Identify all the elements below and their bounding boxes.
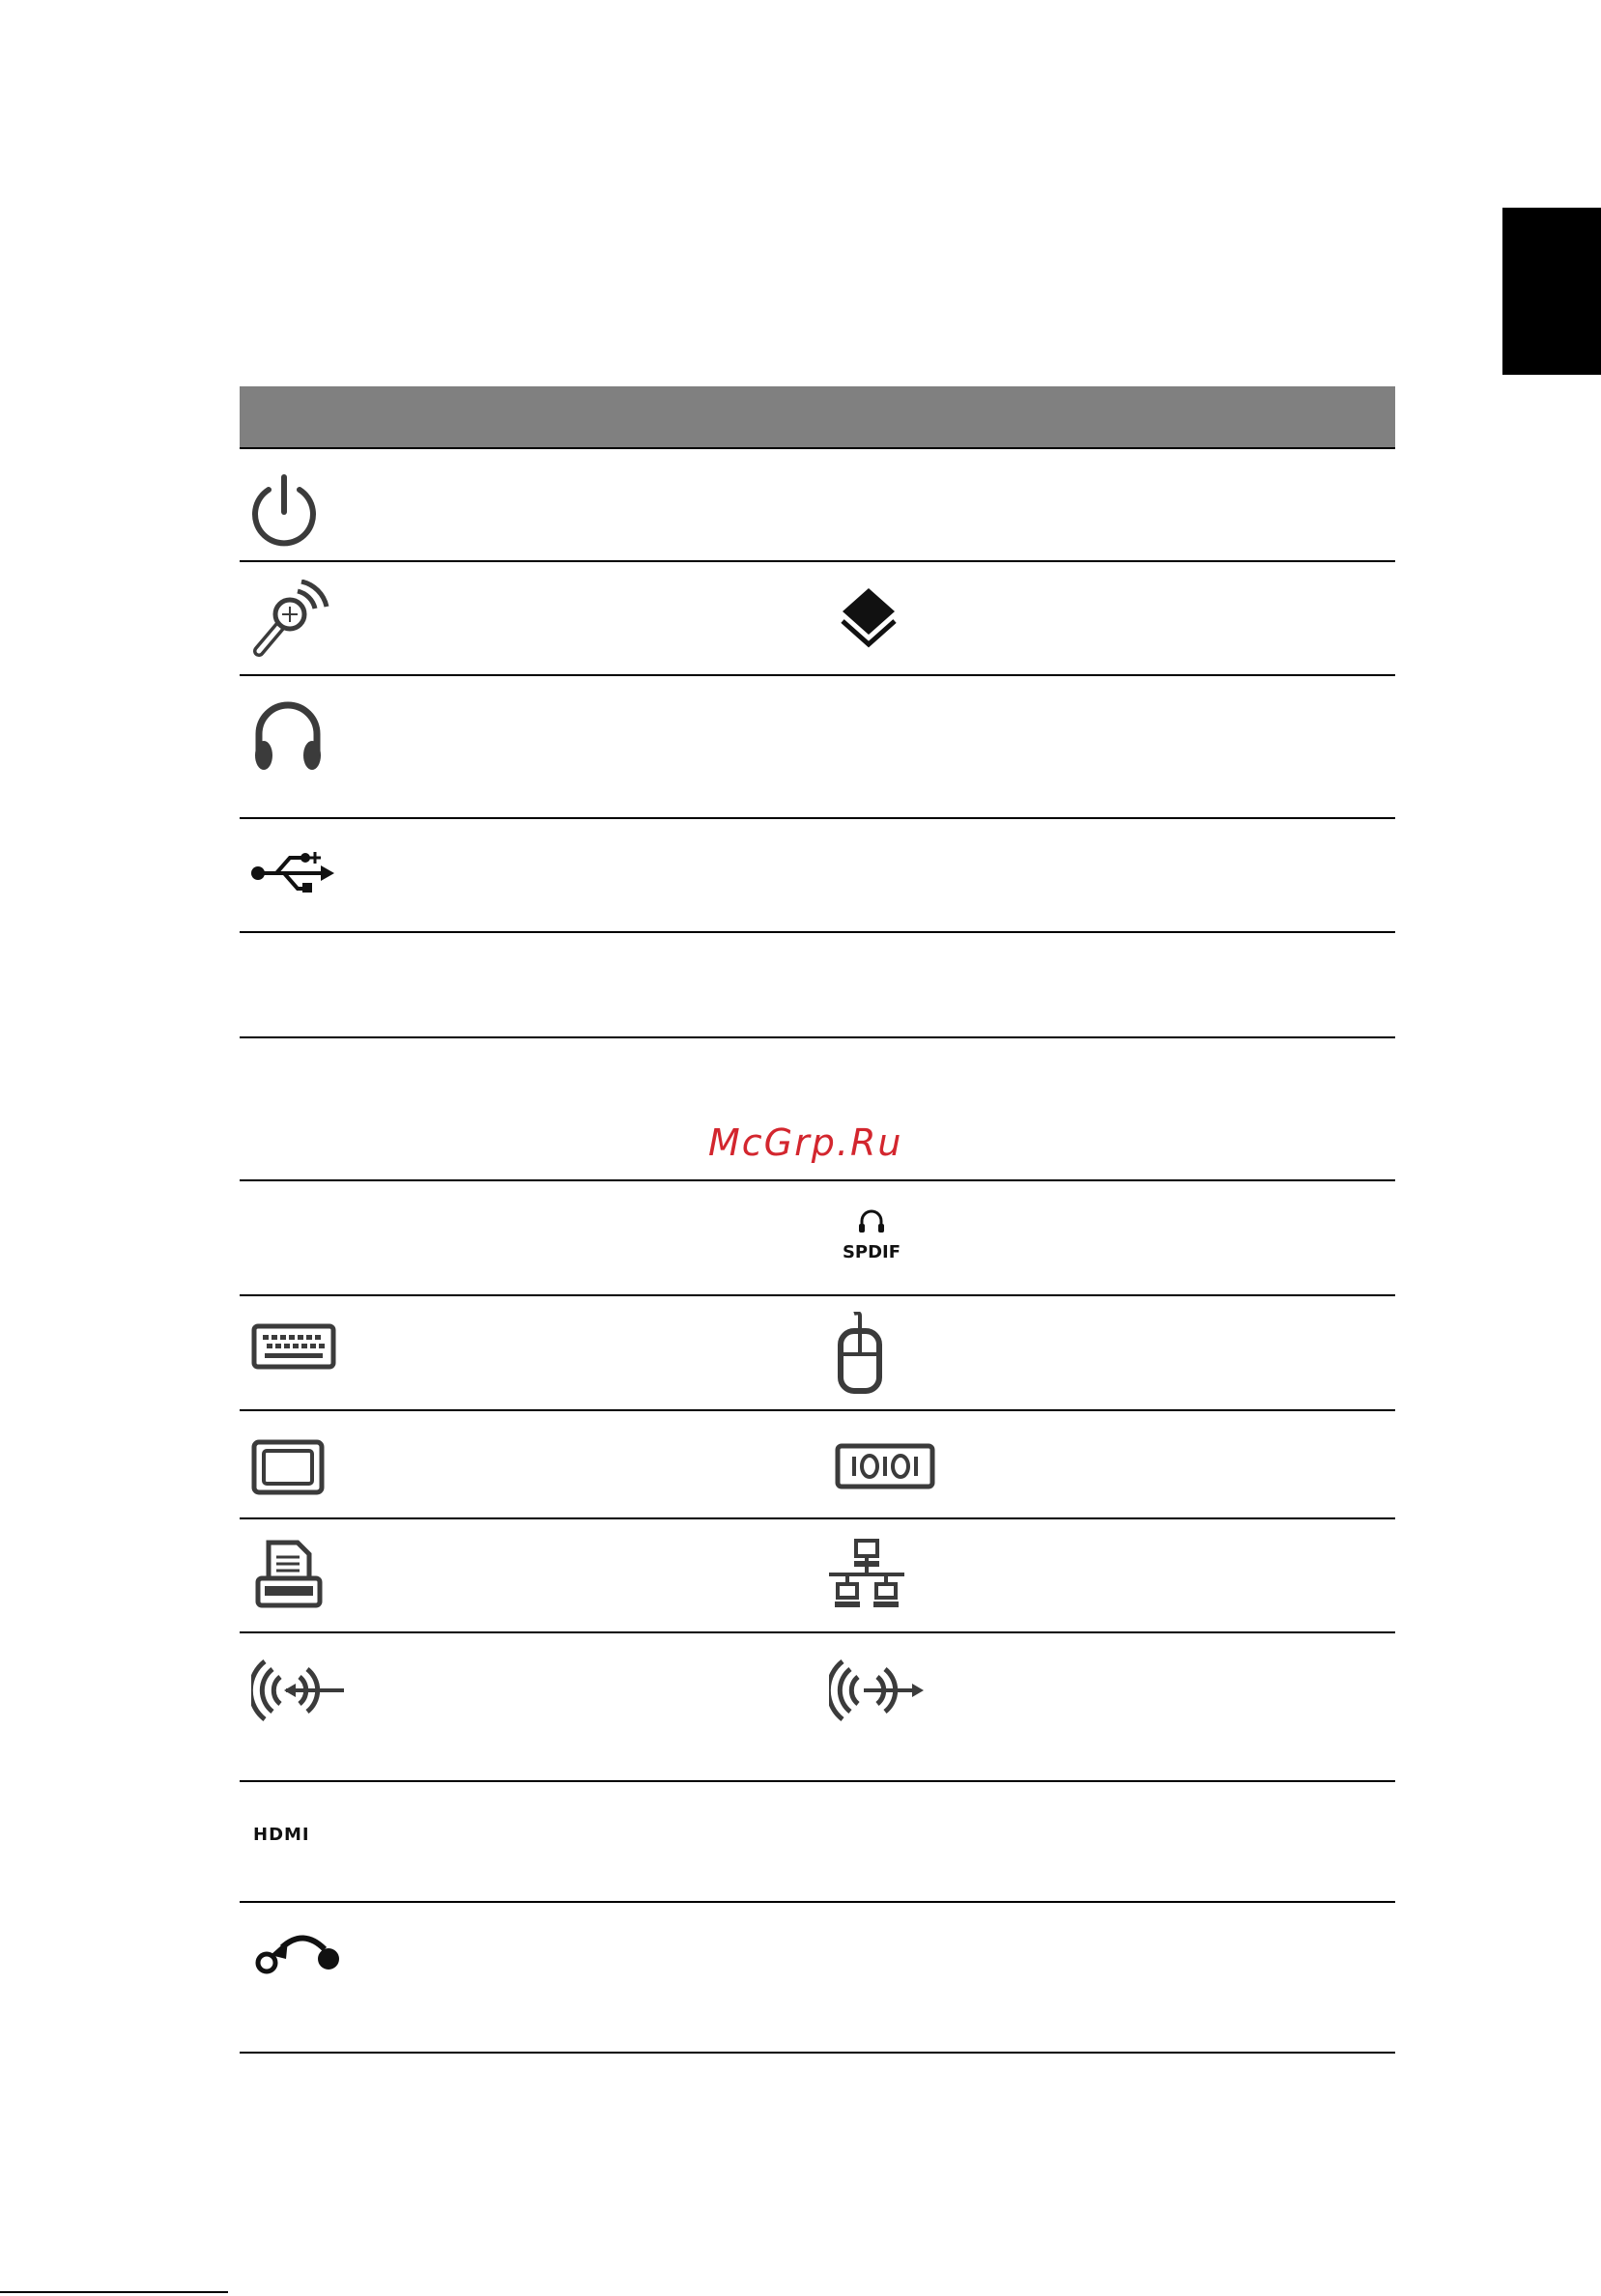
table-row-divider <box>240 560 1395 562</box>
usb-icon <box>249 846 336 896</box>
table-header-bar <box>240 386 1395 449</box>
table-row-divider <box>240 1409 1395 1411</box>
printer-icon <box>255 1540 323 1609</box>
table-row-divider <box>240 1036 1395 1038</box>
chapter-tab-marker <box>1502 208 1601 375</box>
monitor-icon <box>251 1439 325 1495</box>
table-row-divider <box>240 1631 1395 1633</box>
audio-line-out-icon <box>829 1658 926 1723</box>
spdif-icon <box>837 1207 906 1261</box>
mouse-icon <box>837 1312 883 1395</box>
serial-port-icon <box>835 1443 935 1489</box>
watermark: McGrp.Ru <box>708 1121 903 1164</box>
table-row-divider <box>240 931 1395 933</box>
power-icon <box>245 469 323 547</box>
table-row-divider <box>240 1294 1395 1296</box>
keyboard-icon <box>251 1323 336 1370</box>
diamond-eject-icon <box>839 586 899 648</box>
spdif-label: SPDIF <box>842 1242 901 1261</box>
footer-rule <box>0 2291 228 2293</box>
network-icon <box>827 1538 906 1615</box>
microphone-icon <box>249 580 334 659</box>
table-row-divider <box>240 2052 1395 2054</box>
hdmi-icon <box>253 1822 334 1845</box>
audio-line-in-icon <box>251 1658 348 1723</box>
recovery-icon <box>255 1926 342 1976</box>
table-row-divider <box>240 1517 1395 1519</box>
table-row-divider <box>240 817 1395 819</box>
table-row-divider <box>240 1780 1395 1782</box>
hdmi-label: HDMI <box>253 1825 310 1845</box>
table-row-divider <box>240 1901 1395 1903</box>
headphones-icon <box>249 695 327 775</box>
table-row-divider <box>240 674 1395 676</box>
table-row-divider <box>240 1179 1395 1181</box>
